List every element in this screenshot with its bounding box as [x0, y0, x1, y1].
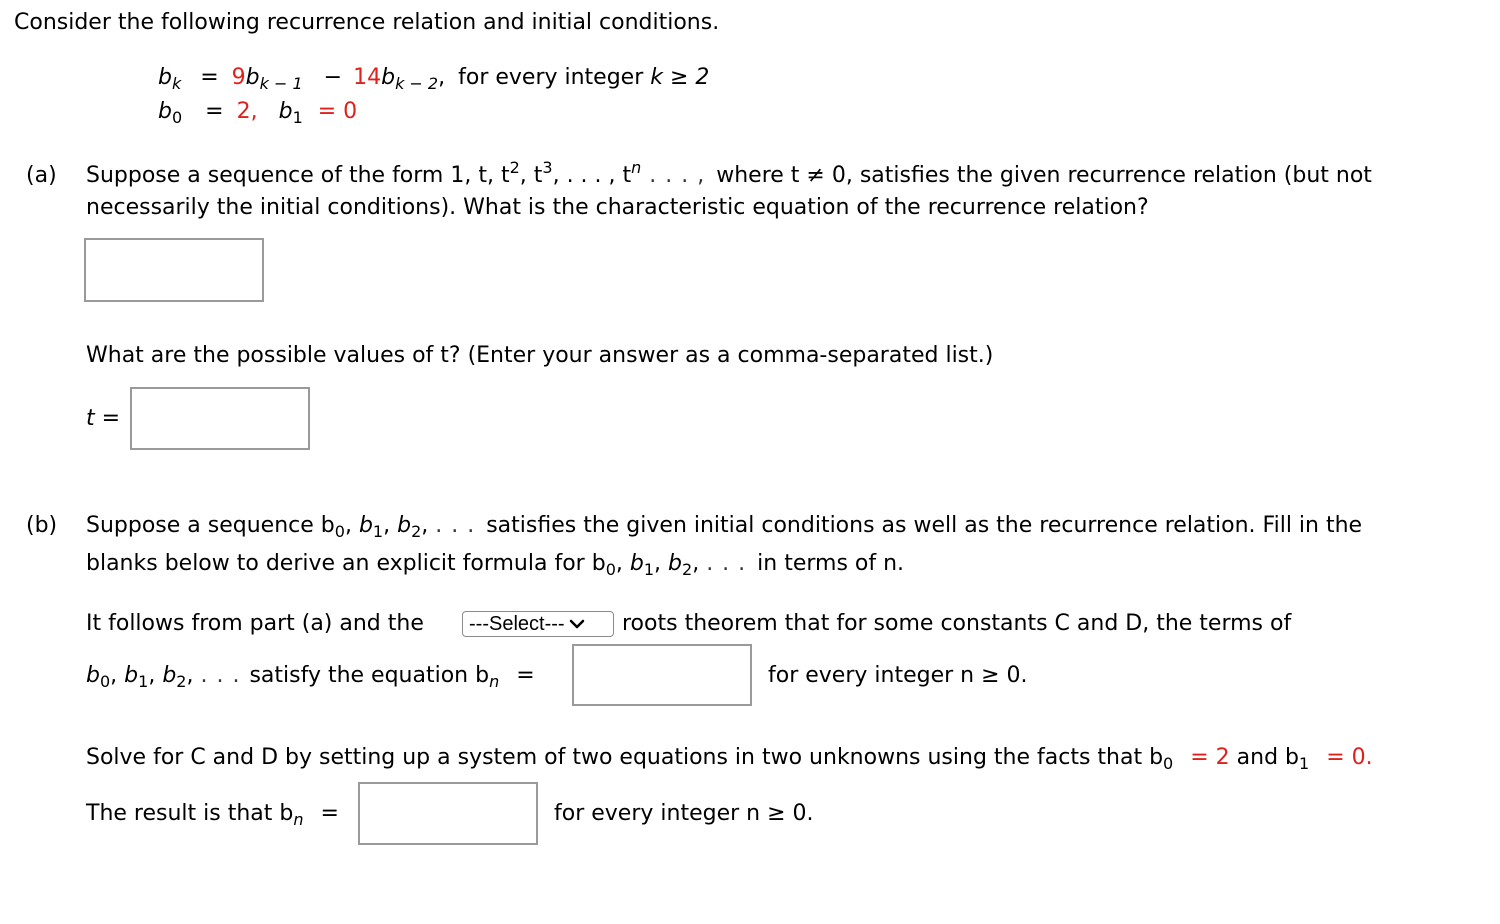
result-for-every-n-text: for every integer n ≥ 0. — [554, 801, 814, 826]
recurrence-line-1: $b_k = 9b_{k - 1} - 14b_{k - 2}$, for every integer k ≥ 2 — [158, 65, 710, 93]
for-every-n-text: for every integer n ≥ 0. — [768, 663, 1028, 688]
solve-instruction: Solve for C and D by setting up a system of two equations in two unknowns using the facts that $b_0 = 2$ and $b_1 = 0$. — [86, 745, 1373, 773]
select-value: ---Select--- — [469, 612, 565, 635]
b1-value: = 0 — [317, 99, 358, 124]
follows-text-post: roots theorem that for some constants C and D, the terms of — [622, 611, 1292, 636]
part-a-label: (a) — [26, 163, 57, 188]
characteristic-equation-input[interactable] — [84, 238, 264, 302]
t-label: t = — [86, 406, 121, 431]
roots-theorem-select[interactable] — [462, 611, 614, 637]
part-a-question-line-2: necessarily the initial conditions). What is the characteristic equation of the recurrence relation? — [86, 195, 1149, 220]
result-text: The result is that $b_n$ = — [86, 801, 339, 829]
coefficient-9: 9 — [231, 65, 246, 90]
satisfy-text: $b_0$, $b_1$, $b_2$, . . . satisfy the equation $b_n$ = — [86, 663, 535, 691]
intro-text: Consider the following recurrence relation and initial conditions. — [14, 10, 720, 35]
part-b-line-2: blanks below to derive an explicit formula for $b_0$, $b_1$, $b_2$, . . . in terms of n. — [86, 551, 905, 579]
follows-text-pre: It follows from part (a) and the — [86, 611, 424, 636]
part-a-question-line-1: Suppose a sequence of the form 1, t, $t^2$, $t^3$, . . . , $t^n$ . . . , where t ≠ 0, satisfies the given recurrence relation (but not — [86, 158, 1372, 188]
chevron-down-icon — [569, 618, 585, 630]
bn-equation-input[interactable] — [572, 644, 752, 706]
b0-value: 2, — [236, 99, 258, 124]
part-b-line-1: Suppose a sequence $b_0$, $b_1$, $b_2$, . . . satisfies the given initial conditions as well as the recurrence relation. Fill in the — [86, 513, 1363, 541]
t-values-input[interactable] — [130, 387, 310, 450]
result-formula-input[interactable] — [358, 782, 538, 845]
t-values-question: What are the possible values of t? (Enter your answer as a comma-separated list.) — [86, 343, 994, 368]
part-b-label: (b) — [26, 513, 58, 538]
coefficient-14: 14 — [353, 65, 382, 90]
initial-conditions: $b_0 = 2$, $b_1 = 0$ — [158, 99, 358, 127]
